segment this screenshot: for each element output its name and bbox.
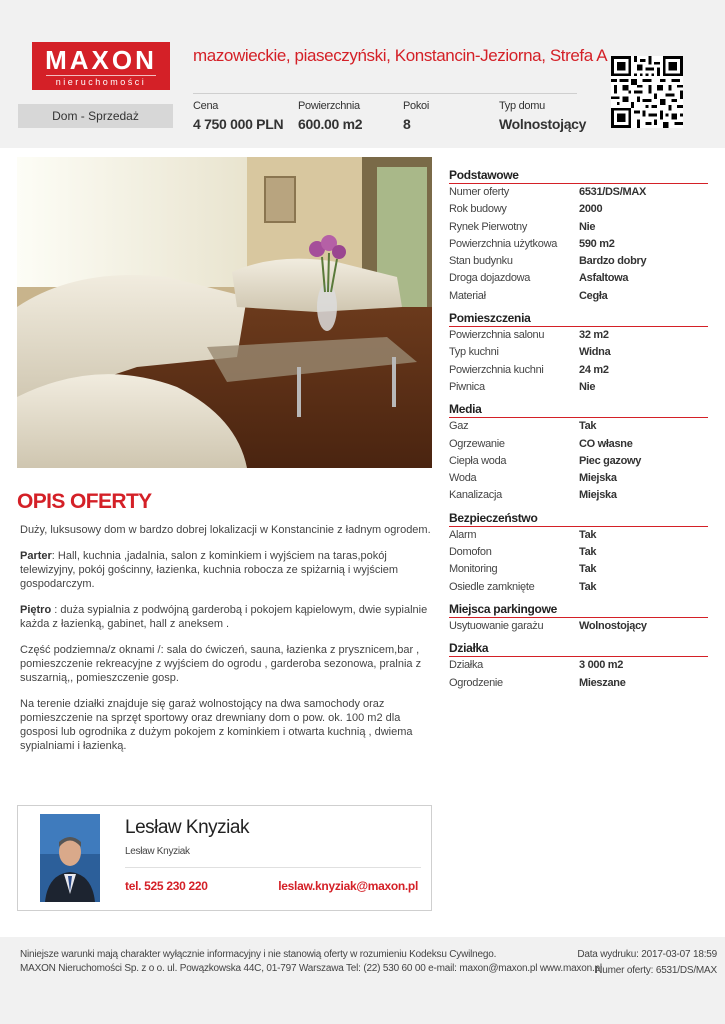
logo-tagline: nieruchomości — [46, 75, 156, 87]
footer-print-date: Data wydruku: 2017-03-07 18:59 — [577, 949, 717, 960]
description-pietro — [20, 603, 432, 631]
agent-avatar — [40, 814, 100, 902]
detail-row — [449, 236, 708, 253]
detail-label: Usytuowanie garażu — [449, 619, 544, 632]
detail-row — [449, 288, 708, 305]
detail-row — [449, 201, 708, 218]
detail-value: 590 m2 — [579, 237, 615, 250]
detail-value: 32 m2 — [579, 329, 609, 342]
description-parter — [20, 549, 432, 591]
detail-value: Tak — [579, 563, 597, 576]
stat-area — [298, 100, 362, 132]
detail-label: Ogrzewanie — [449, 437, 505, 450]
footer-company: MAXON Nieruchomości Sp. z o o. ul. Powązkowska 44C, 01-797 Warszawa Tel: (22) 530 60 00 e-mail: maxon@maxon.pl www.maxon.pl — [20, 963, 602, 974]
details-section — [449, 511, 708, 596]
details-section — [449, 402, 708, 504]
header-divider — [193, 93, 577, 94]
detail-row — [449, 561, 708, 578]
section-title: Działka — [449, 641, 708, 657]
agent-phone-link[interactable]: tel. 525 230 220 — [125, 879, 208, 893]
detail-value: Tak — [579, 580, 597, 593]
detail-value: 2000 — [579, 203, 603, 216]
detail-label: Materiał — [449, 289, 486, 302]
maxon-logo[interactable] — [32, 42, 170, 90]
stat-price — [193, 100, 283, 132]
details-section — [449, 168, 708, 305]
detail-label: Ciepła woda — [449, 454, 507, 467]
stat-label: Powierzchnia — [298, 100, 360, 112]
agent-divider — [125, 867, 421, 868]
detail-row — [449, 453, 708, 470]
detail-value: Nie — [579, 380, 596, 393]
detail-value: 24 m2 — [579, 363, 609, 376]
section-title: Media — [449, 402, 708, 418]
stat-label: Cena — [193, 100, 219, 112]
section-title: Bezpieczeństwo — [449, 511, 708, 527]
detail-label: Powierzchnia salonu — [449, 329, 545, 342]
detail-value: Nie — [579, 220, 596, 233]
detail-row — [449, 527, 708, 544]
detail-row — [449, 362, 708, 379]
detail-row — [449, 344, 708, 361]
detail-label: Alarm — [449, 528, 477, 541]
pietro-label: Piętro — [20, 604, 52, 616]
detail-label: Woda — [449, 472, 477, 485]
stat-value: 8 — [403, 116, 411, 132]
description-intro: Duży, luksusowy dom w bardzo dobrej lokalizacji w Konstancinie z ładnym ogrodem. — [20, 524, 431, 536]
header-band — [0, 0, 725, 148]
detail-label: Typ kuchni — [449, 346, 499, 359]
offer-type-badge: Dom - Sprzedaż — [18, 104, 173, 128]
detail-row — [449, 470, 708, 487]
detail-value: Miejska — [579, 472, 617, 485]
stat-label: Pokoi — [403, 100, 430, 112]
detail-row — [449, 253, 708, 270]
detail-value: 3 000 m2 — [579, 659, 624, 672]
stat-value: 4 750 000 PLN — [193, 116, 284, 132]
agent-subtitle: Lesław Knyziak — [125, 846, 190, 857]
detail-value: Asfaltowa — [579, 272, 629, 285]
detail-label: Powierzchnia użytkowa — [449, 237, 558, 250]
detail-row — [449, 657, 708, 674]
detail-row — [449, 487, 708, 504]
detail-label: Monitoring — [449, 563, 498, 576]
detail-label: Numer oferty — [449, 186, 509, 198]
detail-value: Bardzo dobry — [579, 255, 647, 268]
section-title: Pomieszczenia — [449, 311, 708, 327]
detail-value: Miejska — [579, 489, 617, 502]
detail-value: CO własne — [579, 437, 633, 450]
detail-label: Powierzchnia kuchni — [449, 363, 544, 376]
agent-email-link[interactable]: leslaw.knyziak@maxon.pl — [278, 879, 418, 893]
detail-label: Kanalizacja — [449, 489, 502, 502]
detail-label: Domofon — [449, 546, 492, 559]
detail-label: Rynek Pierwotny — [449, 220, 528, 233]
detail-row — [449, 544, 708, 561]
detail-row — [449, 418, 708, 435]
detail-value: Cegła — [579, 289, 608, 302]
qr-code-icon[interactable] — [611, 56, 683, 128]
detail-value: Piec gazowy — [579, 454, 642, 467]
detail-row — [449, 675, 708, 692]
stat-value: Wolnostojący — [499, 116, 587, 132]
detail-value: Widna — [579, 346, 611, 359]
description-title: OPIS OFERTY — [17, 490, 152, 513]
detail-row — [449, 379, 708, 396]
detail-label: Piwnica — [449, 380, 485, 393]
property-location: mazowieckie, piaseczyński, Konstancin-Jeziorna, Strefa A — [193, 46, 608, 65]
detail-label: Stan budynku — [449, 255, 513, 268]
footer-band — [0, 937, 725, 1024]
detail-value: Mieszane — [579, 676, 626, 689]
detail-value: Tak — [579, 420, 597, 433]
detail-row — [449, 270, 708, 287]
details-panel — [449, 168, 708, 698]
detail-value: Tak — [579, 528, 597, 541]
detail-row — [449, 618, 708, 635]
stat-rooms — [403, 100, 429, 132]
details-section — [449, 311, 708, 396]
stat-house-type — [499, 100, 586, 132]
details-section — [449, 602, 708, 635]
parter-label: Parter — [20, 550, 52, 562]
section-title: Podstawowe — [449, 168, 708, 184]
detail-label: Osiedle zamknięte — [449, 580, 535, 593]
description-body — [20, 523, 432, 765]
detail-value: Tak — [579, 546, 597, 559]
description-basement: Część podziemna/z oknami /: sala do ćwiczeń, sauna, łazienka z prysznicem,bar , pomieszczenie rekreacyjne z wyjściem do ogrodu , garderoba sezonowa, pralnia z suszarnią,, pomieszczenie gosp. — [20, 644, 422, 684]
section-title: Miejsca parkingowe — [449, 602, 708, 618]
detail-label: Ogrodzenie — [449, 676, 503, 689]
property-photo[interactable] — [17, 157, 432, 468]
logo-name: MAXON — [45, 45, 157, 75]
agent-card — [17, 805, 432, 911]
details-section — [449, 641, 708, 692]
agent-name: Lesław Knyziak — [125, 817, 249, 838]
description-plot: Na terenie działki znajduje się garaż wolnostojący na dwa samochody oraz pomieszczenie na sprzęt sportowy oraz drewniany dom o pow. ok. 100 m2 dla gosposi lub ogrodnika z dużym pokojem z kominkiem i otwarta kuchnią , dwiema sypialniami i łazienką. — [20, 698, 413, 752]
detail-label: Rok budowy — [449, 203, 507, 216]
pietro-text: : duża sypialnia z podwójną garderobą i pokojem kąpielowym, dwie sypialnie każda z łazienką, gabinet, hall z aneksem . — [20, 604, 428, 630]
detail-row — [449, 219, 708, 236]
stat-value: 600.00 m2 — [298, 116, 363, 132]
detail-value: 6531/DS/MAX — [579, 186, 647, 198]
stat-label: Typ domu — [499, 100, 545, 112]
detail-label: Gaz — [449, 420, 469, 433]
parter-text: : Hall, kuchnia ,jadalnia, salon z kominkiem i wyjściem na taras,pokój telewizyjny, pokój gościnny, łazienka, kuchnia robocza ze spiżarnią i wyjściem gospodarczym. — [20, 550, 399, 590]
footer-offer-number: Numer oferty: 6531/DS/MAX — [595, 965, 717, 976]
detail-label: Droga dojazdowa — [449, 272, 531, 285]
detail-value: Wolnostojący — [579, 619, 647, 632]
detail-row — [449, 579, 708, 596]
detail-row — [449, 327, 708, 344]
detail-label: Działka — [449, 659, 483, 672]
detail-row — [449, 436, 708, 453]
detail-row — [449, 184, 708, 201]
footer-disclaimer: Niniejsze warunki mają charakter wyłącznie informacyjny i nie stanowią oferty w rozumieniu Kodeksu Cywilnego. — [20, 949, 497, 960]
